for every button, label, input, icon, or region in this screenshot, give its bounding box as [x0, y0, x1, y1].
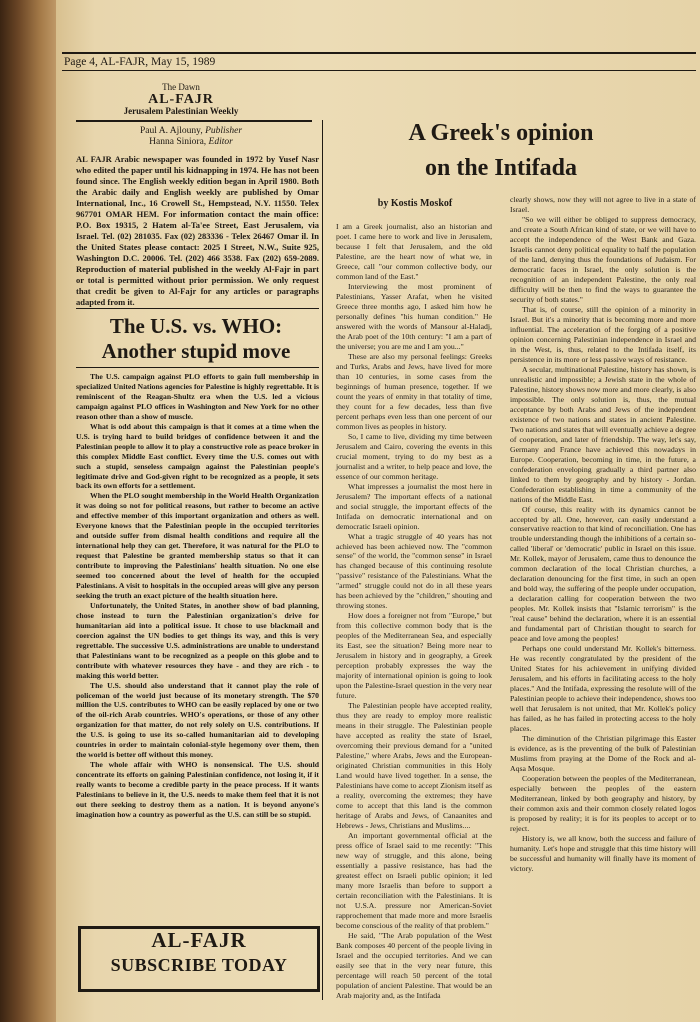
editorial-paragraph: When the PLO sought membership in the World Health Organization it was doing so not for political reasons, but rather to become an active and effective member of this important organization and others as well. Everyone knows that the Palestinian people in the occupied territories and outside suffer from dismal health conditions and require all the international help they can get. Therefore, it was natural for the PLO to request that Palestine be granted membership status so that it can contribute to improving the Palestinians' health situation. No one else seemed too concerned about the level of health for the occupied Palestinians. A visit to hospitals in the occupied areas will give any person seeking the truth an exact picture of the health situation here.: [76, 491, 320, 600]
article-paragraph: History is, we all know, both the success and failure of humanity. Let's hope and struggle that this time history will be successful and humanity will finally have its moment of victory.: [510, 834, 696, 873]
page-reference: Page 4, AL-FAJR, May 15, 1989: [64, 56, 216, 68]
editorial-paragraph: What is odd about this campaign is that it comes at a time when the U.S. is trying hard to build bridges of confidence between it and the Palestinian people to allow it to play a constructive role as peace broker in this complex Middle East conflict. Every time the U.S. comes out with such a stupid, senseless campaign against the Palestinian people's legitimate drive and God-given right to be recognized as a people, it sets back its own efforts for a settlement.: [76, 421, 319, 491]
article-title: [356, 116, 646, 186]
newspaper-page: [56, 0, 700, 1022]
article-title-line2: on the Intifada: [424, 155, 578, 181]
editorial-paragraph: The U.S. campaign against PLO efforts to gain full membership in specialized United Nations agencies for Palestine is highly regrettable. It is reminiscent of the Reagan-Shultz era when the U.S. led a vicious campaign against PLO offices in Washington and New York for no other reason other than a show of muscle.: [76, 372, 319, 421]
editorial-paragraph: The U.S. should also understand that it cannot play the role of policeman of the world just because of its monetary strength. The $70 million the U.S. contributes to WHO can be easily replaced by one or two of the oil-rich Arab countries. WHO's operations, or those of any other organization for that matter, do not rely solely on U.S. contributions. If the U.S. is going to use its so-called humanitarian aid to developing countries in order to maintain colonial-style hegemony over them, then the world is better off without this money.: [76, 680, 319, 760]
editorial-body: [76, 372, 319, 820]
article-paragraph: What impresses a journalist the most here in Jerusalem? The important effects of a national and social struggle, the important effects of the Intifada on democratic international and on democratic Israeli opinion.: [336, 481, 492, 531]
editorial-rule-bottom: [76, 367, 319, 368]
article-paragraph: What a tragic struggle of 40 years has not achieved has been achieved now. The "common sense" of the world, the "common sense" in Israel has changed because of this continuing resolute "passive" resistance of the Palestinians. What the "armed" struggle could not do in all these years has been achieved by the "children," shouting and throwing stones.: [336, 531, 492, 611]
article-paragraph: Interviewing the most prominent of Palestinians, Yasser Arafat, when he visited Greece three months ago, I asked him how he personally defines "his human condition." He answered with the words of Mansour al-Haladj, the Arab poet of the 10th century: "I am a part of the universe; you are me and I am you...": [336, 281, 492, 351]
book-binding: [0, 0, 62, 1022]
article-paragraph: How does a foreigner not from "Europe," but from this collective common body that is the peoples of the Mediterranean Sea, and especially its East, see the situation? Being more near to Jerusalem in history and in geography, a Greek perception probably expresses the way the majority of international opinion is going to look upon the Palestine-Israel question in the very near future.: [336, 611, 492, 701]
editorial-paragraph: Unfortunately, the United States, in another show of bad planning, chose instead to turn the Palestinian organization's drive for humanitarian aid into a political issue. It chose to use blackmail and coercion against the UN bodies to get things its way, and this is very regrettable. The successive U.S. administrations are unable to understand that Palestinians want to be recognized as a people on this globe and to contribute with whatever resources they have - and they are rich - to making this world better.: [76, 600, 319, 680]
publisher-line: [86, 126, 296, 136]
column-rule: [322, 120, 323, 1000]
masthead-dawn: The Dawn: [162, 82, 200, 92]
editorial-title-line2: Another stupid move: [101, 339, 291, 363]
article-paragraph: He said, "The Arab population of the West Bank composes 40 percent of the people living in Israel and the occupied territories. And we can easily see that in the very near future, this percentage will reach 50 percent of the total population of ancient Palestine. That would be an Arab majority and, as the Intifada: [336, 930, 492, 1000]
publisher-name: Paul A. Ajlouny,: [139, 126, 203, 136]
editorial-rule-top: [76, 308, 319, 309]
article-column-right: [510, 195, 696, 874]
header-rule-lower: [62, 70, 696, 71]
editor-line: [86, 137, 296, 147]
article-title-line1: A Greek's opinion: [408, 120, 594, 146]
article-paragraph: Of course, this reality with its dynamics cannot be accepted by all. One, however, can easily understand a conservative reaction to that kind of reconciliation. One has trouble understanding though the inhibitions of a certain so-called 'liberal' or 'democratic' public in Israel on this issue. Mr. Kollek, mayor of Jerusalem, came thus to denounce the common declaration of the local Christian churches, a declaration denouncing for the first time, in such an open and bold way, the suffering of the people under occupation, a declaration calling for cooperation between the two peoples. Mr. Kollek insists that "Islamic terrorism" is the "real cause" behind the declaration, where it is an essential and fundamental part of Christian thought to search for peace and love among the peoples!: [510, 504, 696, 644]
article-column-left: [336, 222, 492, 1001]
article-paragraph: These are also my personal feelings: Greeks and Turks, Arabs and Jews, have lived for more than 10 centuries, in some cases from the beginnings of human presence, together. If we count the years of enmity in that totality of time, they count for a few decades, less than five percent perhaps even less than one percent of our common lives as peoples in history.: [336, 351, 492, 431]
masthead-rule: [76, 120, 312, 122]
article-paragraph: clearly shows, now they will not agree to live in a state of Israel.: [510, 195, 696, 214]
article-byline: by Kostis Moskof: [377, 198, 453, 209]
subscribe-ad-subtitle: SUBSCRIBE TODAY: [110, 955, 288, 975]
header-rule: [62, 52, 696, 54]
article-paragraph: Perhaps one could understand Mr. Kollek's bitterness. He was recently congratulated by the president of the United States for his achievement in unifying divided Jerusalem, and his efforts in facilitating access to the holy places." And the Intifada, expressing the resolute will of the Palestinian people to achieve their independence, shows too well that Jerusalem is not united, that Mr. Kollek's policy has failed, as he has failed in protecting access to the holy places.: [510, 644, 696, 734]
article-paragraph: So, I came to live, dividing my time between Jerusalem and Cairo, covering the events in this crucial moment, trying to do my best as a journalist and a writer, to help peace and love, the essence of our common heritage.: [336, 431, 492, 481]
masthead-subtitle: Jerusalem Palestinian Weekly: [123, 106, 239, 116]
publisher-role: Publisher: [205, 126, 243, 136]
article-paragraph: The Palestinian people have accepted reality, thus they are ready to employ more realistic means in their struggle. The Palestinian people have accepted as reality the state of Israel, overcoming their previous demand for a "united Palestine," where Arabs, Jews and the European-originated Christian communities in this Holy Land would have lived together. In a sense, the Palestinians have come to accept Zionism itself as a reality, overcoming the extremes; they have come to accept that this land is the common heritage of Arabs and Jews, of Canaanites and Hebrews - Jews, Christians and Muslims....: [336, 701, 492, 831]
editorial-title: [66, 314, 326, 364]
editorial-title-line1: The U.S. vs. WHO:: [109, 314, 283, 338]
masthead-title: AL-FAJR: [148, 92, 214, 107]
article-paragraph: Cooperation between the peoples of the Mediterranean, especially between the peoples of the eastern Mediterranean, linked by both geography and history, by their common axis and their common closely related logos is proposed by reality; it is for its peoples to accept or to reject.: [510, 774, 696, 834]
article-paragraph: The diminution of the Christian pilgrimage this Easter is evidence, as is the preventing of the bulk of Palestinian Muslims from praying at the Dome of the Rock and al-Aqsa Mosque.: [510, 734, 696, 774]
article-paragraph: That is, of course, still the opinion of a minority in Israel. But it's a minority that is becoming more and more influential. The acceleration of the forging of a positive opinion concerning Palestinian independence in Israel and in the West, is, thus, related to the Intifada itself, its persistence in its more or less passive ways of resistance.: [510, 304, 696, 364]
article-paragraph: "So we will either be obliged to suppress democracy, and create a South African kind of state, or we will have to accept the independence of the West Bank and Gaza. Israelis cannot deny political equality to half the population of the land, denying thus the foundations of Judaism. For democratic faces in Israel, the only solution is the recognition of an independent Palestine, the only real difficulty will be then to find the ways to guarantee the security of both states.": [510, 214, 696, 304]
subscribe-ad-title: AL-FAJR: [151, 928, 247, 952]
editor-name: Hanna Siniora,: [149, 137, 207, 147]
article-paragraph: A secular, multinational Palestine, history has shown, is unrealistic and impossible; a Jewish state in the whole of Palestine, history shows now more and more clearly, is also impossible. The only solution is, thus, the mutual acceptance by both Arabs and Jews of the independent existence of two nations and states in ancient Palestine. Two nations and states that will eventually achieve a degree of cooperation, and later of friendship. The way, let's say, Germany and France have achieved this nowadays in Europe. Cooperation, becoming in time, in the future, a confederation enveloping gradually a third partner also linked to them by geography and by history - Jordan. Confederation establishing in time a community of the nations of the Middle East.: [510, 364, 696, 504]
editor-role: Editor: [208, 137, 233, 147]
editorial-paragraph: The whole affair with WHO is nonsensical. The U.S. should concentrate its efforts on gaining Palestinian confidence, not losing it, if it really wants to become a credible party in the peace process. If it wants Palestinians to believe in it, the U.S. needs to make them feel that it is not out there seeking to destroy them as a nation. It is beyond anyone's imagination how a country as powerful as the U.S. can still be so stupid.: [76, 760, 319, 819]
article-paragraph: An important governmental official at the press office of Israel said to me recently: "This new way of struggle, and this alone, being essentially a passive resistance, has had the greatest effect on Israeli public opinion; it led many more Israelis than before to support a certain reconciliation with the Palestinians. It is not U.S.A. pressure nor American-Soviet rapprochement that made more and more Israelis become conscious of the reality of that problem.": [336, 831, 492, 930]
publication-info: AL FAJR Arabic newspaper was founded in 1972 by Yusef Nasr who edited the paper until his kidnapping in 1974. He has not been found since. The English weekly edition began in April 1980. Both the Arabic daily and English weekly are published by Omar International, Inc., 16 Crowell St., Hempstead, N.Y. 11550. Telex 967701 OMAR HEM. For information contact the main office: P.O. Box 19315, 2 Hatem al-Ta'ee Street, East Jerusalem, via Israel. Tel. (02) 281035. Fax (02) 283336 - Telex 26467 Omar il. In the United States please contact: 2025 I Street, N.W., Suite 925, Washington D.C. 20006. Tel. (202) 466 3538. Fax (202) 659-2089. Reproduction of material published in the weekly Al-Fajr in part or total is permitted without prior permission. We only request that credit be given to Al-Fajr for any articles or paragraphs adapted from it.: [76, 154, 319, 307]
article-paragraph: I am a Greek journalist, also an historian and poet. I came here to work and live in Jerusalem, because I felt that Jerusalem, and the old Palestine, are the heart now of what we, in Greece, call "our common collective body, our common land of the East.": [336, 222, 492, 281]
